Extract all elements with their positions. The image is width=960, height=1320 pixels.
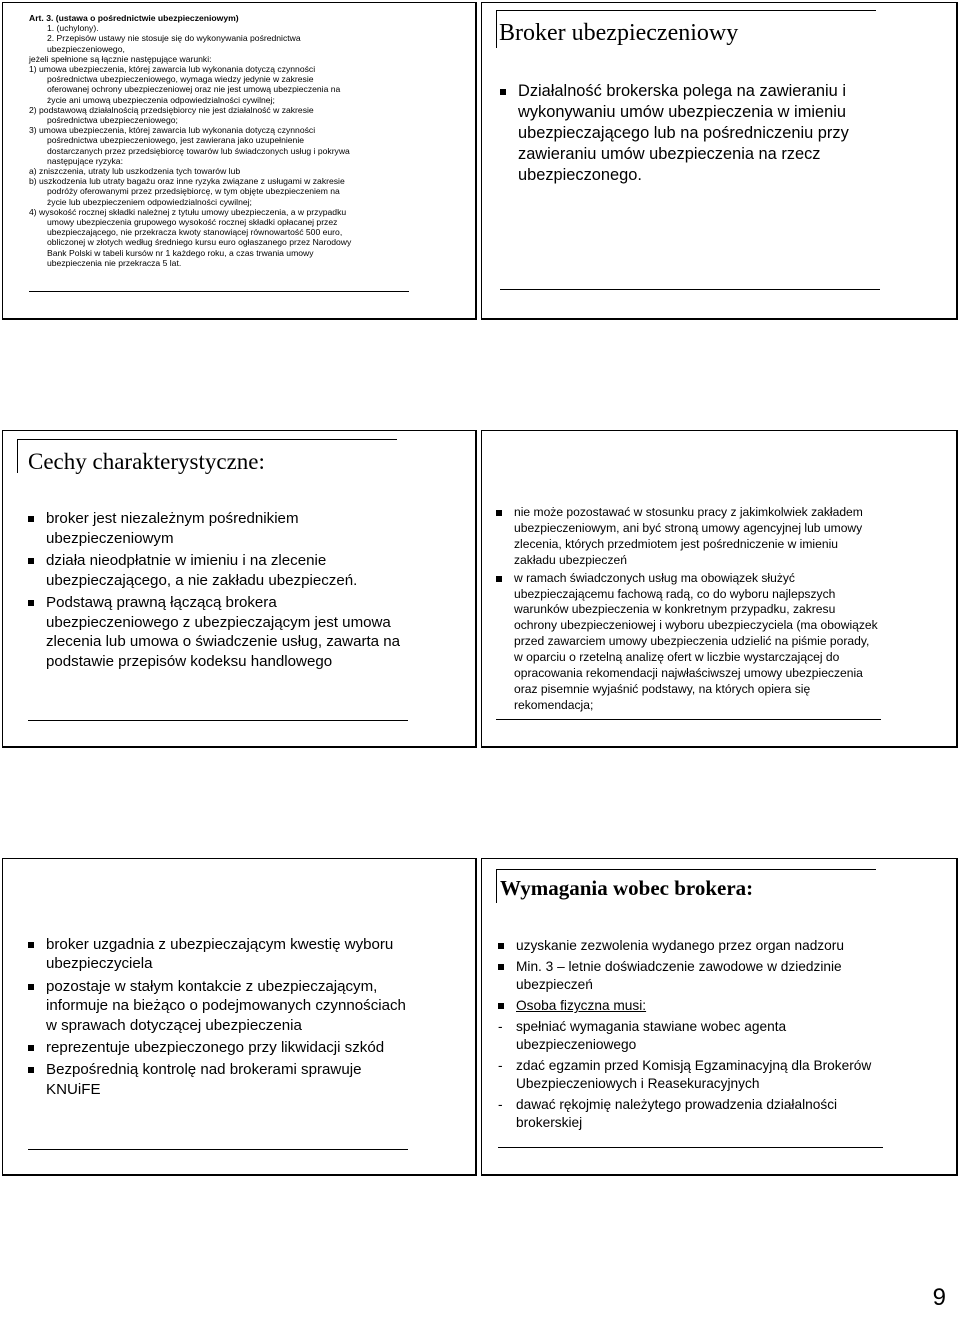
legal-line: ubezpieczenia nie przekracza 5 lat. <box>47 257 182 268</box>
divider-line <box>28 1149 408 1150</box>
slide-broker-obligations <box>481 430 958 748</box>
square-bullet-icon <box>496 576 502 582</box>
legal-line: pośrednictwa ubezpieczeniowego, wymaga wiedzy jedynie w zakresie <box>47 74 314 85</box>
bullet-list <box>28 509 408 671</box>
legal-line: a) zniszczenia, utraty lub uszkodzenia tych towarów lub <box>29 166 241 177</box>
list-item: Podstawą prawną łączącą brokera ubezpieczeniowego z ubezpieczającym jest umowa zlecenia lub umowa o świadczenie usług, zawarta na podstawie przepisów kodeksu handlowego <box>28 593 408 671</box>
list-item: - spełniać wymagania stawiane wobec agenta ubezpieczeniowego <box>498 1019 787 1052</box>
legal-line: jeżeli spełnione są łącznie następujące warunki: <box>29 53 212 64</box>
list-item: uzyskanie zezwolenia wydanego przez organ nadzoru <box>498 937 883 955</box>
slide-broker-requirements <box>481 858 958 1176</box>
list-item: Działalność brokerska polega na zawieraniu i wykonywaniu umów ubezpieczenia w imieniu ubezpieczającego lub na pośredniczeniu przy zawieraniu umów ubezpieczenia na rzecz ubezpieczonego. <box>500 81 880 186</box>
list-item: nie może pozostawać w stosunku pracy z jakimkolwiek zakładem ubezpieczeniowym, ani być stroną umowy agencyjnej lub umowy zlecenia, których przedmiotem jest pośredniczenie w imieniu zakładu ubezpieczeń <box>496 505 881 569</box>
slide-broker-definition <box>481 2 958 320</box>
legal-line: podróży oferowanymi przez przedsiębiorcę, w tym objęte ubezpieczeniem na <box>47 186 340 197</box>
title-bracket <box>496 10 497 48</box>
square-bullet-icon <box>28 558 34 564</box>
legal-text-block <box>29 13 414 268</box>
slide-title: Cechy charakterystyczne: <box>28 449 265 474</box>
legal-line: obliczonej w złotych według średniego kursu euro ogłaszanego przez Narodowy <box>47 237 352 248</box>
legal-line: następujące ryzyka: <box>47 155 123 166</box>
list-item: pozostaje w stałym kontakcie z ubezpieczającym, informuje na bieżąco o podejmowanych czynnościach w sprawach dotyczącej ubezpieczenia <box>28 977 408 1035</box>
legal-line: ubezpieczającego, nie przekracza kwoty stanowiącej równowartość 500 euro, <box>47 227 343 238</box>
slide-legal-text <box>2 2 477 320</box>
legal-line: Bank Polski w tabeli kursów nr 1 każdego roku, a czas trwania umowy <box>47 247 314 258</box>
legal-line: 2. Przepisów ustawy nie stosuje się do wykonywania pośrednictwa <box>47 33 301 44</box>
square-bullet-icon <box>28 516 34 522</box>
slide-characteristics <box>2 430 477 748</box>
legal-line: 1) umowa ubezpieczenia, której zawarcia lub wykonania dotyczą czynności <box>29 64 316 75</box>
list-item: - zdać egzamin przed Komisją Egzaminacyjną dla Brokerów Ubezpieczeniowych i Reasekuracyjnych <box>498 1058 872 1091</box>
slide-broker-duties <box>2 858 477 1176</box>
requirements-list <box>498 937 883 1132</box>
legal-heading: Art. 3. (ustawa o pośrednictwie ubezpieczeniowym) <box>29 13 239 23</box>
list-item: działa nieodpłatnie w imieniu i na zlecenie ubezpieczającego, a nie zakładu ubezpieczeń. <box>28 551 408 590</box>
square-bullet-icon <box>28 984 34 990</box>
square-bullet-icon <box>28 942 34 948</box>
legal-line: umowy ubezpieczenia grupowego wysokość rocznej składki opłacanej przez <box>47 217 338 228</box>
bullet-list <box>28 935 408 1099</box>
square-bullet-icon <box>498 1003 504 1009</box>
list-item: reprezentuje ubezpieczonego przy likwidacji szkód <box>28 1038 408 1057</box>
square-bullet-icon <box>28 1045 34 1051</box>
legal-line: życie lub ubezpieczeniem odpowiedzialności cywilnej; <box>47 196 252 207</box>
title-bracket <box>496 869 497 903</box>
divider-line <box>28 720 408 721</box>
slide-title: Broker ubezpieczeniowy <box>499 20 739 46</box>
legal-line: życie ani umową ubezpieczenia odpowiedzialności cywilnej; <box>47 94 275 105</box>
dash-bullet-icon: - <box>498 1058 503 1073</box>
list-item: Bezpośrednią kontrolę nad brokerami sprawuje KNUiFE <box>28 1060 408 1099</box>
divider-line <box>496 719 881 720</box>
legal-line: 1. (uchylony). <box>47 23 99 34</box>
list-item: broker jest niezależnym pośrednikiem ubezpieczeniowym <box>28 509 408 548</box>
square-bullet-icon <box>498 943 504 949</box>
bullet-list <box>500 81 880 186</box>
legal-line: b) uszkodzenia lub utraty bagażu oraz inne ryzyka związane z usługami w zakresie <box>29 176 345 187</box>
legal-line: pośrednictwa ubezpieczeniowego, jest zawierana jako uzupełnienie <box>47 135 305 146</box>
list-item: broker uzgadnia z ubezpieczającym kwestię wyboru ubezpieczyciela <box>28 935 408 974</box>
list-item: w ramach świadczonych usług ma obowiązek służyć ubezpieczającemu fachową radą, co do wyboru najlepszych warunków ubezpieczenia w konkretnym przypadku, zakresu ochrony ubezpieczeniowej i wyboru ubezpieczyciela (ma obowiązek przed zawarciem umowy ubezpieczenia udzielić na piśmie porady, w oparciu o rzetelną analizę ofert w liczbie wystarczającej do opracowania rekomendacji najwłaściwszej umowy ubezpieczenia oraz pisemnie wyjaśnić podstawy, na których opiera się rekomendacja; <box>496 571 881 714</box>
legal-line: oferowanej ochrony ubezpieczeniowej oraz nie jest umową ubezpieczenia na <box>47 84 341 95</box>
list-item: Osoba fizyczna musi: <box>498 997 883 1015</box>
legal-line: 4) wysokość rocznej składki należnej z tytułu umowy ubezpieczenia, a w przypadku <box>29 206 347 217</box>
legal-line: 2) podstawową działalnością przedsiębiorcy nie jest działalność w zakresie <box>29 104 314 115</box>
divider-line <box>500 289 880 290</box>
square-bullet-icon <box>28 600 34 606</box>
legal-line: ubezpieczeniowego, <box>47 43 125 54</box>
divider-line <box>496 10 876 11</box>
legal-line: pośrednictwa ubezpieczeniowego; <box>47 115 178 126</box>
square-bullet-icon <box>496 510 502 516</box>
square-bullet-icon <box>500 89 506 95</box>
divider-line <box>496 869 876 870</box>
slide-title: Wymagania wobec brokera: <box>500 876 754 900</box>
dash-bullet-icon: - <box>498 1019 503 1034</box>
divider-line <box>17 439 397 440</box>
divider-line <box>498 1147 883 1148</box>
legal-line: 3) umowa ubezpieczenia, której zawarcia lub wykonania dotyczą czynności <box>29 125 316 136</box>
list-item: - dawać rękojmię należytego prowadzenia działalności brokerskiej <box>498 1097 838 1130</box>
title-bracket <box>17 439 18 473</box>
legal-line: dostarczanych przez przedsiębiorcę towarów lub świadczonych usług i pokrywa <box>47 145 350 156</box>
square-bullet-icon <box>28 1067 34 1073</box>
divider-line <box>29 291 409 292</box>
list-item: Min. 3 – letnie doświadczenie zawodowe w dziedzinie ubezpieczeń <box>498 958 883 994</box>
dash-bullet-icon: - <box>498 1097 503 1112</box>
bullet-list <box>496 505 881 714</box>
square-bullet-icon <box>498 964 504 970</box>
page-number: 9 <box>932 1284 946 1311</box>
